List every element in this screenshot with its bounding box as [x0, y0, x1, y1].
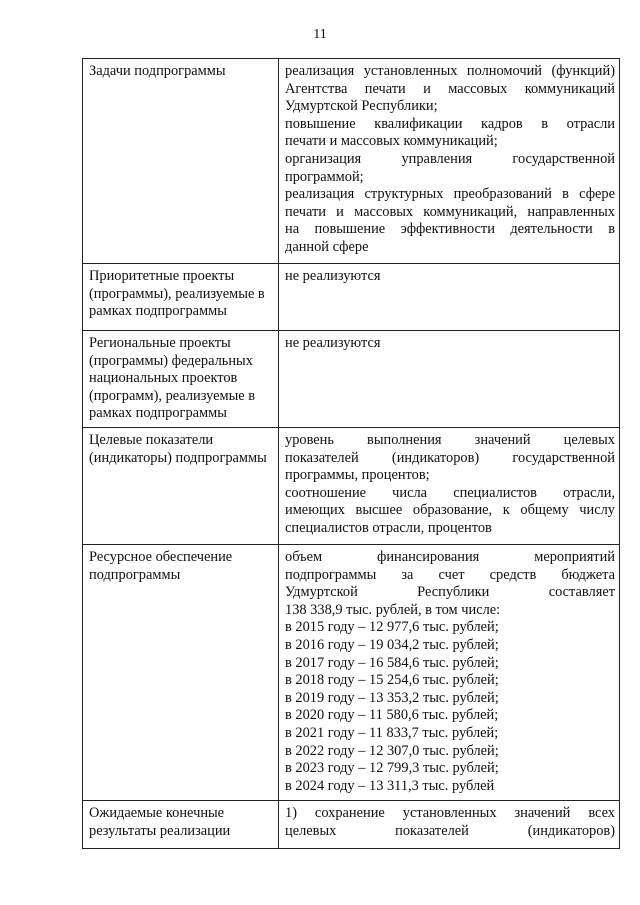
row-label-line: (программ), реализуемые в [89, 387, 256, 404]
row-value-line: уровень выполнения значений целевых [285, 432, 615, 448]
row-value-line: в 2020 году – 11 580,6 тыс. рублей; [285, 707, 499, 724]
row-label-line: (программы) федеральных [89, 352, 253, 369]
row-value-cell [279, 545, 620, 801]
row-value-line: соотношение числа специалистов отрасли, [285, 484, 615, 501]
page-number: 11 [313, 27, 327, 42]
row-value-line: программы, процентов; [285, 467, 430, 484]
table-row-target-indicators [83, 428, 620, 545]
row-value-line: печати и массовых коммуникаций; [285, 133, 498, 150]
row-value-line: реализация установленных полномочий (функций) [285, 63, 615, 79]
row-value-line: специалистов отрасли, процентов [285, 519, 492, 536]
table-row-priority-projects [83, 264, 620, 331]
row-value-line: 138 338,9 тыс. рублей, в том числе: [285, 601, 501, 618]
row-label-cell [83, 545, 279, 801]
row-label-line: (программы), реализуемые в [89, 285, 265, 302]
row-value-cell [279, 59, 620, 264]
row-value-line: целевых показателей (индикаторов) [285, 822, 615, 839]
row-value-line: в 2015 году – 12 977,6 тыс. рублей; [285, 619, 499, 636]
row-label-line: рамках подпрограммы [89, 405, 227, 422]
row-value-line: не реализуются [285, 268, 381, 284]
row-value-line: в 2017 году – 16 584,6 тыс. рублей; [285, 654, 499, 671]
row-label-line: результаты реализации [89, 822, 231, 839]
row-value-line: не реализуются [285, 335, 381, 351]
row-label-line: Ресурсное обеспечение [89, 549, 233, 565]
row-label-line: Ожидаемые конечные [89, 805, 225, 821]
row-value-line: Агентства печати и массовых коммуникаций [285, 80, 615, 97]
row-value-cell [279, 801, 620, 849]
row-value-line: объем финансирования мероприятий [285, 549, 615, 565]
row-value-cell [279, 428, 620, 545]
row-value-cell [279, 331, 620, 428]
row-label-line: рамках подпрограммы [89, 303, 227, 320]
row-label-line: подпрограммы [89, 566, 181, 583]
table-row-tasks [83, 59, 620, 264]
row-label-line: Приоритетные проекты [89, 268, 235, 284]
row-value-line: организация управления государственной [285, 150, 615, 167]
row-value-line: данной сфере [285, 238, 369, 255]
row-value-cell [279, 264, 620, 331]
row-label-line: Региональные проекты [89, 335, 231, 351]
row-value-line: в 2016 году – 19 034,2 тыс. рублей; [285, 636, 499, 653]
row-value-line: Удмуртской Республики составляет [285, 584, 615, 601]
row-value-line: повышение квалификации кадров в отрасли [285, 115, 615, 132]
row-value-line: печати и массовых коммуникаций, направленных [285, 203, 615, 220]
row-value-line: 1) сохранение установленных значений всех [285, 805, 615, 821]
table-row-expected-results [83, 801, 620, 849]
row-value-line: реализация структурных преобразований в сфере [285, 186, 615, 203]
row-label-cell [83, 801, 279, 849]
row-value-line: имеющих высшее образование, к общему числу [285, 502, 615, 519]
row-label-cell [83, 264, 279, 331]
row-label-cell [83, 331, 279, 428]
row-value-line: подпрограммы за счет средств бюджета [285, 566, 615, 583]
row-value-line: в 2018 году – 15 254,6 тыс. рублей; [285, 672, 499, 689]
row-value-line: Удмуртской Республики; [285, 98, 438, 115]
row-value-line: программой; [285, 168, 364, 185]
row-value-line: в 2021 году – 11 833,7 тыс. рублей; [285, 724, 499, 741]
row-value-line: на повышение эффективности деятельности в [285, 221, 615, 238]
table-row-resource-support [83, 545, 620, 801]
row-value-line: показателей (индикаторов) государственной [285, 449, 615, 466]
subprogram-passport-table [82, 58, 620, 849]
table-row-regional-projects [83, 331, 620, 428]
row-value-line: в 2024 году – 13 311,3 тыс. рублей [285, 777, 495, 794]
row-label-cell [83, 59, 279, 264]
row-value-line: в 2019 году – 13 353,2 тыс. рублей; [285, 689, 499, 706]
row-label-line: Задачи подпрограммы [89, 63, 226, 79]
row-value-line: в 2023 году – 12 799,3 тыс. рублей; [285, 760, 499, 777]
row-label-line: (индикаторы) подпрограммы [89, 449, 267, 466]
row-label-line: национальных проектов [89, 370, 238, 387]
row-value-line: в 2022 году – 12 307,0 тыс. рублей; [285, 742, 499, 759]
row-label-cell [83, 428, 279, 545]
row-label-line: Целевые показатели [89, 432, 214, 448]
